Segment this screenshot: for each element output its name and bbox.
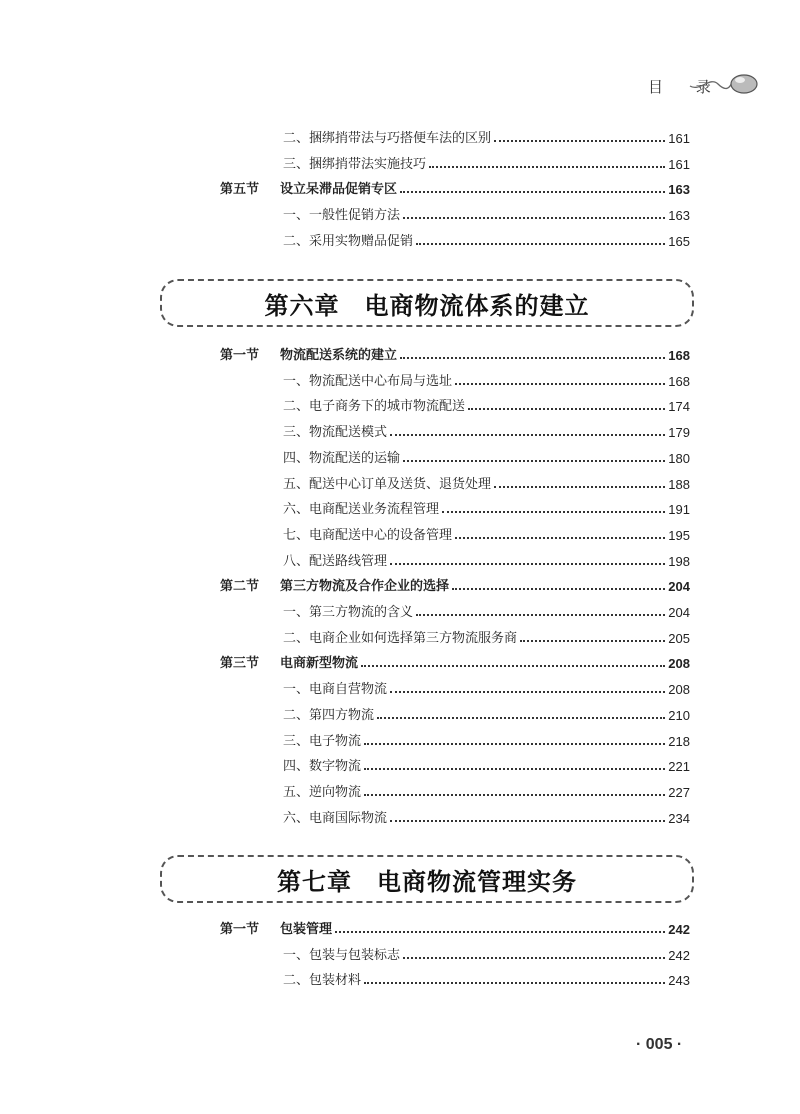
dot-leader [377,716,665,719]
toc-subsection-entry [283,124,690,146]
entry-page-number: 234 [668,810,690,826]
dot-leader [468,407,665,410]
entry-page-number: 168 [668,373,690,389]
entry-title: 四、数字物流 [283,759,362,775]
entry-title: 设立呆滞品促销专区 [280,182,398,198]
toc-subsection-entry [283,392,690,414]
toc-subsection-entry [283,227,690,249]
entry-title: 一、一般性促销方法 [283,208,401,224]
entry-title: 二、电子商务下的城市物流配送 [283,399,466,415]
dot-leader [403,216,665,219]
chapter-6-heading-box [160,279,694,327]
dot-leader [400,190,665,193]
dot-leader [455,382,665,385]
entry-page-number: 208 [668,682,690,698]
section-number: 第五节 [220,182,260,198]
section-number: 第三节 [220,656,260,672]
toc-subsection-entry [283,752,690,774]
page-number: · 005 · [636,1036,683,1053]
entry-page-number: 208 [668,656,690,672]
entry-page-number: 163 [668,182,690,198]
toc-subsection-entry [283,418,690,440]
entry-page-number: 242 [668,922,690,937]
dot-leader [390,690,665,693]
entry-title: 二、包装材料 [283,973,362,989]
entry-title: 八、配送路线管理 [283,553,388,569]
dot-leader [390,433,665,436]
entry-page-number: 161 [668,131,690,146]
entry-page-number: 204 [668,579,690,595]
entry-page-number: 218 [668,733,690,749]
entry-page-number: 204 [668,605,690,620]
dot-leader [364,742,665,745]
toc-subsection-entry [283,675,690,697]
entry-page-number: 221 [668,759,690,775]
toc-subsection-entry [283,778,690,800]
entry-title: 二、采用实物赠品促销 [283,233,414,249]
entry-page-number: 242 [668,947,690,963]
entry-page-number: 205 [668,630,690,646]
computer-mouse-icon [688,66,758,102]
entry-title: 二、第四方物流 [283,707,375,723]
entry-title: 六、电商配送业务流程管理 [283,502,440,518]
chapter-6-title: 第六章 电商物流体系的建立 [264,291,590,320]
dot-leader [429,165,665,168]
section-number: 第二节 [220,579,260,595]
entry-title: 七、电商配送中心的设备管理 [283,527,453,543]
entry-page-number: 195 [668,527,690,543]
toc-subsection-entry [283,495,690,517]
entry-page-number: 210 [668,707,690,723]
toc-subsection-entry [283,598,690,620]
entry-page-number: 180 [668,450,690,466]
dot-leader [403,956,665,959]
header-title: 目 录 [648,78,725,96]
entry-title: 三、捆绑捎带法实施技巧 [283,156,427,172]
dot-leader [455,536,665,539]
entry-title: 一、包装与包装标志 [283,947,401,963]
dot-leader [400,356,665,359]
dot-leader [452,587,665,590]
toc-subsection-entry [283,470,690,492]
toc-subsection-entry [283,701,690,723]
entry-page-number: 168 [668,348,690,363]
dot-leader [364,981,665,984]
entry-page-number: 227 [668,784,690,800]
toc-section-entry [220,572,690,594]
toc-subsection-entry [283,966,690,988]
toc-subsection-entry [283,727,690,749]
entry-page-number: 161 [668,156,690,172]
toc-subsection-entry [283,547,690,569]
entry-page-number: 163 [668,208,690,224]
toc-subsection-entry [283,804,690,826]
entry-page-number: 191 [668,502,690,518]
toc-section-entry [220,915,690,937]
entry-title: 电商新型物流 [280,656,359,672]
toc-subsection-entry [283,367,690,389]
entry-page-number: 198 [668,553,690,569]
dot-leader [364,767,665,770]
toc-subsection-entry [283,624,690,646]
entry-title: 一、电商自营物流 [283,682,388,698]
entry-title: 二、电商企业如何选择第三方物流服务商 [283,630,518,646]
dot-leader [364,793,665,796]
entry-title: 一、第三方物流的含义 [283,605,414,620]
entry-title: 第三方物流及合作企业的选择 [280,579,450,595]
dot-leader [403,459,665,462]
toc-subsection-entry [283,150,690,172]
dot-leader [494,139,665,142]
entry-title: 六、电商国际物流 [283,810,388,826]
dot-leader [361,664,665,667]
entry-title: 五、逆向物流 [283,784,362,800]
entry-page-number: 243 [668,973,690,989]
section-number: 第一节 [220,348,260,363]
entry-title: 三、电子物流 [283,733,362,749]
dot-leader [335,930,665,933]
entry-title: 五、配送中心订单及送货、退货处理 [283,476,492,492]
toc-section-entry [220,175,690,197]
toc-subsection-entry [283,941,690,963]
chapter-7-title: 第七章 电商物流管理实务 [277,867,577,896]
dot-leader [494,485,665,488]
toc-subsection-entry [283,444,690,466]
entry-title: 二、捆绑捎带法与巧搭便车法的区别 [283,131,492,146]
entry-page-number: 179 [668,425,690,441]
entry-title: 三、物流配送模式 [283,425,388,441]
running-header [648,76,725,97]
dot-leader [520,639,665,642]
dot-leader [416,613,665,616]
entry-page-number: 174 [668,399,690,415]
dot-leader [416,242,665,245]
entry-title: 包装管理 [280,922,333,937]
chapter-7-heading-box [160,855,694,903]
toc-section-entry [220,649,690,671]
toc-subsection-entry [283,521,690,543]
entry-page-number: 188 [668,476,690,492]
toc-subsection-entry [283,201,690,223]
section-number: 第一节 [220,922,260,937]
entry-page-number: 165 [668,233,690,249]
entry-title: 四、物流配送的运输 [283,450,401,466]
toc-section-entry [220,341,690,363]
entry-title: 一、物流配送中心布局与选址 [283,373,453,389]
dot-leader [390,819,665,822]
dot-leader [390,562,665,565]
entry-title: 物流配送系统的建立 [280,348,398,363]
dot-leader [442,510,665,513]
